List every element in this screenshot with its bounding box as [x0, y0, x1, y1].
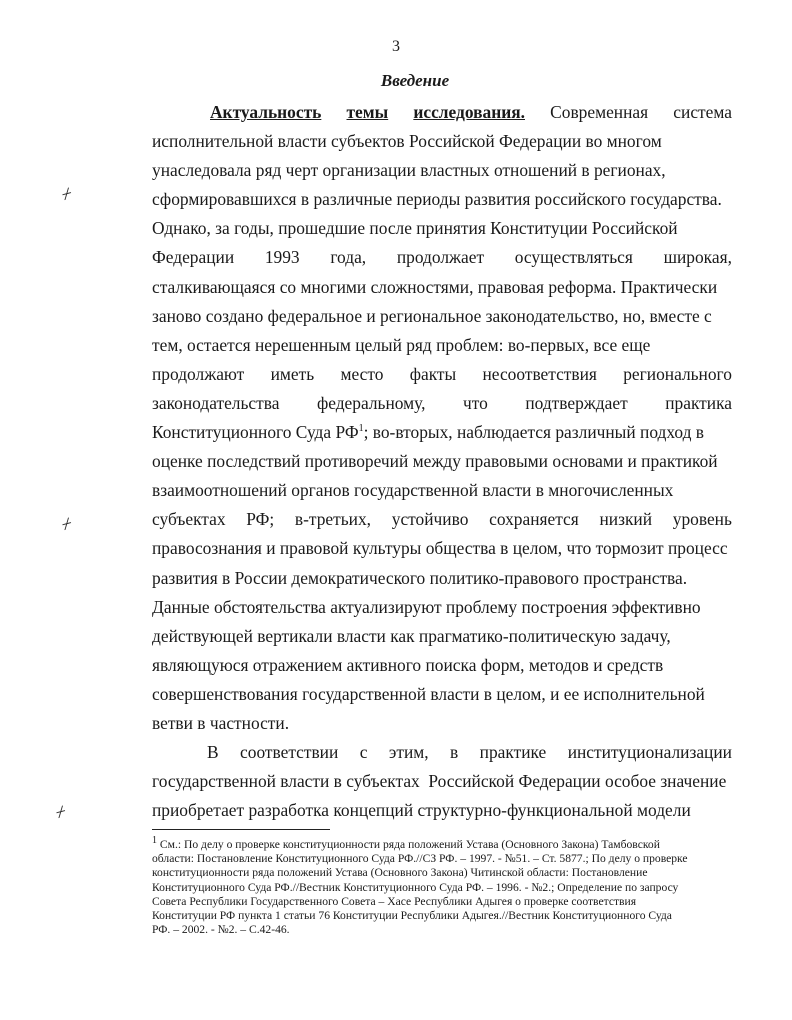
heading-word: темы [346, 102, 389, 122]
margin-mark-2: ⌿ [59, 513, 74, 534]
text-word: практика [665, 392, 732, 413]
text-line [152, 651, 732, 680]
text-line [152, 243, 732, 272]
footnote-line: РФ. – 2002. - №2. – С.42-46. [152, 923, 290, 937]
text-line [152, 796, 732, 825]
text-line [152, 360, 732, 389]
text-word: законодательства [152, 392, 280, 413]
text-line [152, 98, 732, 127]
text-line [152, 418, 732, 447]
footnote-divider [152, 829, 330, 830]
text-word: года, [330, 247, 367, 268]
text-line [152, 127, 732, 156]
text-line [152, 593, 732, 622]
text-word: устойчиво [391, 509, 469, 530]
text-word: В [207, 742, 219, 763]
text-word: факты [409, 363, 457, 384]
text-line [152, 302, 732, 331]
text-word: уровень [672, 509, 732, 530]
text-span: тем, остается нерешенным целый ряд проблем: во-первых, все еще [152, 334, 651, 355]
text-word: несоответствия [482, 363, 597, 384]
page-number: 3 [392, 38, 400, 55]
text-line [152, 331, 732, 360]
text-line [152, 447, 732, 476]
footnote-line: области: Постановление Конституционного Суда РФ.//СЗ РФ. – 1997. - №51. – Ст. 5877.; По делу о проверке [152, 852, 688, 866]
heading-word: исследования. [413, 102, 525, 122]
text-line [152, 476, 732, 505]
text-span: являющуюся отражением активного поиска форм, методов и средств [152, 654, 664, 675]
footnote [152, 835, 736, 937]
text-line [152, 534, 732, 563]
text-word: продолжают [152, 363, 245, 384]
text-line [152, 622, 732, 651]
text-word: система [673, 102, 732, 122]
text-span: действующей вертикали власти как прагматико-политическую задачу, [152, 625, 671, 646]
text-line [152, 505, 732, 534]
text-word: в [450, 742, 459, 763]
text-word: в-третьих, [294, 509, 372, 530]
text-word: Федерации [152, 247, 235, 268]
footnote-line: Совета Республики Государственного Совета – Хасе Республики Адыгея о проверке соответствия [152, 894, 637, 908]
text-span: Конституционного Суда РФ [152, 422, 359, 443]
text-span: заново создано федеральное и региональное законодательство, но, вместе с [152, 305, 712, 326]
text-word: сохраняется [489, 509, 579, 530]
text-word: подтверждает [525, 392, 628, 413]
text-word: практике [479, 742, 547, 763]
margin-mark-1: ⌿ [59, 183, 74, 204]
text-span: оценке последствий противоречий между правовыми основами и практикой [152, 451, 718, 472]
text-span: ; во-вторых, наблюдается различный подход в [363, 422, 704, 443]
text-word: 1993 [264, 247, 300, 268]
text-word: федеральному, [316, 392, 426, 413]
text-span: унаследовала ряд черт организации властных отношений в регионах, [152, 160, 666, 181]
body-text [152, 98, 732, 825]
text-span: сталкивающаяся со многими сложностями, правовая реформа. Практически [152, 276, 718, 297]
footnote-marker: 1 [152, 835, 157, 847]
margin-mark-3: ⌿ [53, 801, 68, 822]
footnote-line [152, 835, 736, 852]
text-span: Однако, за годы, прошедшие после принятия Конституции Российской [152, 218, 678, 239]
text-word: регионального [623, 363, 732, 384]
text-word: с [359, 742, 368, 763]
text-word: что [462, 392, 488, 413]
text-word: место [340, 363, 384, 384]
text-line [152, 389, 732, 418]
text-span: Данные обстоятельства актуализируют проблему построения эффективно [152, 596, 701, 617]
text-word: осуществляться [514, 247, 633, 268]
text-word: институционализации [567, 742, 732, 763]
text-word: соответствии [240, 742, 339, 763]
text-word: этим, [388, 742, 429, 763]
text-span: сформировавшихся в различные периоды развития российского государства. [152, 189, 722, 210]
text-word: Современная [550, 102, 649, 122]
text-line [152, 564, 732, 593]
footnote-line: Конституционного Суда РФ.//Вестник Конституционного Суда РФ. – 1996. - №2.; Определение по запросу [152, 880, 679, 894]
text-span: ветви в частности. [152, 712, 290, 733]
text-word: низкий [599, 509, 653, 530]
heading-word: Актуальность [210, 102, 322, 122]
text-span: совершенствования государственной власти в целом, и ее исполнительной [152, 683, 705, 704]
text-word: РФ; [246, 509, 275, 530]
text-line [152, 273, 732, 302]
text-span: исполнительной власти субъектов Российской Федерации во многом [152, 131, 662, 152]
footnote-line: конституционности ряда положений Устава (Основного Закона) Читинской области: Постановление [152, 866, 648, 880]
text-word: субъектах [152, 509, 226, 530]
section-title: Введение [380, 71, 450, 90]
text-line [152, 214, 732, 243]
text-span: правосознания и правовой культуры общества в целом, что тормозит процесс [152, 538, 728, 559]
text-line [152, 738, 732, 767]
text-span: взаимоотношений органов государственной власти в многочисленных [152, 480, 674, 501]
text-span: приобретает разработка концепций структурно-функциональной модели [152, 800, 691, 821]
footnote-text: См.: По делу о проверке конституционности ряда положений Устава (Основного Закона) Тамбовской [159, 838, 660, 851]
text-span: государственной власти в субъектах Российской Федерации особое значение [152, 771, 727, 792]
text-line [152, 156, 732, 185]
text-word: иметь [270, 363, 315, 384]
text-line [152, 767, 732, 796]
footnote-line: Конституции РФ пункта 1 статьи 76 Конституции Республики Адыгея.//Вестник Конституционного Суда [152, 909, 672, 923]
text-span: развития в России демократического политико-правового пространства. [152, 567, 688, 588]
text-line [152, 680, 732, 709]
text-line [152, 709, 732, 738]
text-word: широкая, [663, 247, 732, 268]
text-word: продолжает [396, 247, 485, 268]
footnote-reference[interactable]: 1 [358, 423, 364, 435]
text-line [152, 185, 732, 214]
